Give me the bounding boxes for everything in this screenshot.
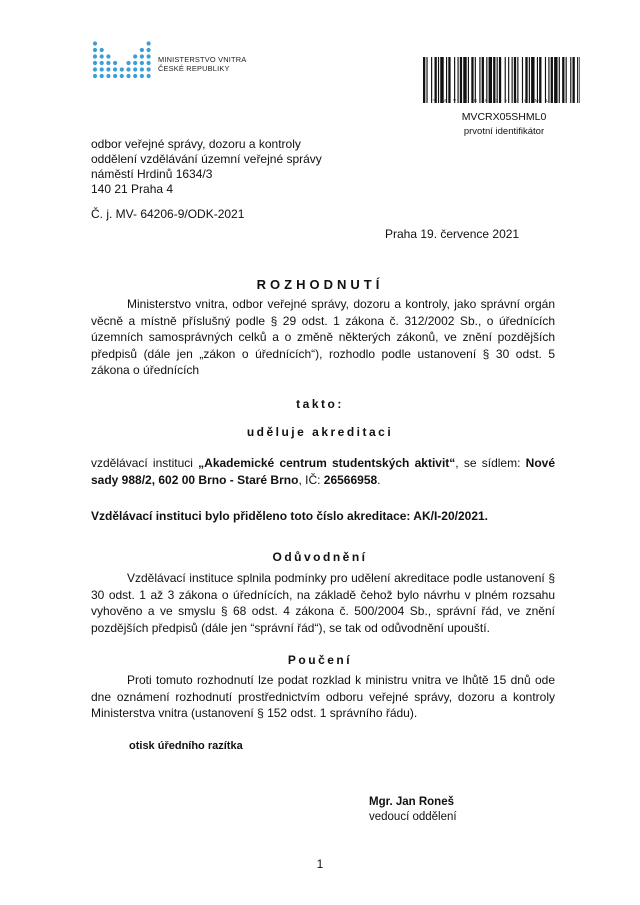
- barcode-bar: [579, 57, 580, 103]
- institution-prefix: vzdělávací instituci: [91, 456, 199, 470]
- barcode: [423, 57, 580, 103]
- logo-dot: [113, 67, 117, 71]
- accreditation-number: Vzdělávací instituci bylo přiděleno toto číslo akreditace: AK/I-20/2021.: [91, 509, 489, 523]
- barcode-bar: [493, 57, 495, 103]
- barcode-bar: [440, 57, 443, 103]
- instruction-heading: Poučení: [287, 653, 353, 667]
- barcode-bar: [551, 57, 553, 103]
- reasoning-paragraph: Vzdělávací instituce splnila podmínky pro udělení akreditace podle ustanovení § 30 odst. 1 až 3 zákona o úřednících, na základě čehož bylo návrhu v plném rozsahu vyhověno a ve smyslu § 68 odst. 4 zákona č. 500/2004 Sb., správní řád, ve znění pozdějších předpisů (dále jen “správní řád“), se tak od odůvodnění upouští.: [91, 571, 555, 635]
- logo-dot: [133, 74, 137, 78]
- page-number: 1: [316, 857, 324, 871]
- signer-role: vedoucí oddělení: [369, 811, 457, 823]
- ministry-name: [158, 55, 246, 73]
- logo-dot: [113, 61, 117, 65]
- barcode-bar: [499, 57, 501, 103]
- logo-dot: [106, 67, 110, 71]
- logo-dot: [147, 74, 151, 78]
- logo-dot: [147, 48, 151, 52]
- barcode-bar: [475, 57, 476, 103]
- logo-dot: [120, 67, 124, 71]
- barcode-bar: [426, 57, 427, 103]
- sender-address: [91, 137, 322, 197]
- barcode-bar: [486, 57, 487, 103]
- institution-end: .: [377, 472, 381, 487]
- barcode-bar: [512, 57, 513, 103]
- logo-dot: [93, 61, 97, 65]
- logo-dot: [93, 67, 97, 71]
- barcode-bar: [482, 57, 484, 103]
- barcode-bar: [562, 57, 564, 103]
- address-line: náměstí Hrdinů 1634/3: [91, 167, 213, 181]
- barcode-bar: [454, 57, 455, 103]
- barcode-bar: [446, 57, 447, 103]
- logo-dot: [140, 48, 144, 52]
- barcode-bar: [548, 57, 549, 103]
- barcode-bar: [463, 57, 466, 103]
- logo-dot: [93, 54, 97, 58]
- institution-paragraph: [91, 455, 555, 488]
- barcode-bar: [448, 57, 450, 103]
- logo-dot: [106, 61, 110, 65]
- logo-dot: [113, 74, 117, 78]
- logo-dot: [126, 61, 130, 65]
- barcode-bar: [517, 57, 518, 103]
- logo-dot: [93, 41, 97, 45]
- logo-dot: [126, 67, 130, 71]
- barcode-bar: [539, 57, 541, 103]
- logo-dot: [147, 41, 151, 45]
- logo-dot: [106, 74, 110, 78]
- logo-dot: [93, 74, 97, 78]
- barcode-bar: [554, 57, 557, 103]
- ministry-name-line1: MINISTERSTVO VNITRA: [158, 55, 247, 64]
- barcode-caption: * M V C R X 0 5 S H M L 0 *: [433, 98, 570, 103]
- barcode-bar: [458, 57, 459, 103]
- logo-dot: [126, 74, 130, 78]
- takto-label: takto:: [296, 397, 344, 411]
- barcode-bar: [423, 57, 425, 103]
- address-line: odbor veřejné správy, dozoru a kontroly: [91, 137, 301, 151]
- logo-dot: [100, 67, 104, 71]
- barcode-bar: [508, 57, 509, 103]
- document-identifier: MVCRX05SHML0: [461, 111, 547, 123]
- stamp-placeholder: otisk úředního razítka: [129, 740, 243, 752]
- barcode-bar: [537, 57, 538, 103]
- logo-dot: [147, 54, 151, 58]
- barcode-bar: [525, 57, 527, 103]
- logo-dot: [140, 74, 144, 78]
- institution-ico: 26566958: [323, 472, 378, 487]
- barcode-bar: [573, 57, 575, 103]
- barcode-bar: [531, 57, 534, 103]
- institution-address: Nové sady 988/2, 602 00 Brno - Staré Brno: [91, 456, 555, 487]
- logo-dot: [133, 54, 137, 58]
- barcode-bar: [545, 57, 546, 103]
- logo-dot: [100, 74, 104, 78]
- intro-paragraph: Ministerstvo vnitra, odbor veřejné správy, dozoru a kontroly, jako správní orgán věcně a místně příslušný podle § 29 odst. 1 zákona č. 312/2002 Sb., o úřednících územních samosprávných celků a o změně některých zákonů, ve znění pozdějších předpisů (dále jen „zákon o úřednících“), rozhodlo podle ustanovení § 30 odst. 5 zákona o úřednících: [91, 297, 555, 377]
- logo-dot: [93, 48, 97, 52]
- barcode-bar: [489, 57, 492, 103]
- logo-dot: [100, 48, 104, 52]
- logo-dot: [140, 61, 144, 65]
- signature-block: [369, 795, 457, 825]
- logo-dot: [100, 54, 104, 58]
- signer-name: Mgr. Jan Roneš: [369, 796, 454, 808]
- barcode-bar: [529, 57, 530, 103]
- barcode-bar: [431, 57, 432, 103]
- barcode-bar: [566, 57, 567, 103]
- logo-dot: [133, 61, 137, 65]
- institution-ico-prefix: , IČ:: [298, 472, 324, 487]
- logo-dot: [140, 54, 144, 58]
- address-line: oddělení vzdělávání územní veřejné správy: [91, 152, 322, 166]
- logo-dot: [106, 54, 110, 58]
- instruction-paragraph: Proti tomuto rozhodnutí lze podat rozklad k ministru vnitra ve lhůtě 15 dnů ode dne oznámení rozhodnutí prostřednictvím odboru veřejné správy, dozoru a kontroly Ministerstva vnitra (ustanovení § 152 odst. 1 správního řádu).: [91, 673, 555, 720]
- institution-mid: , se sídlem:: [455, 456, 526, 470]
- logo-dot: [100, 61, 104, 65]
- barcode-bar: [577, 57, 578, 103]
- barcode-bar: [460, 57, 462, 103]
- reasoning-heading: Odůvodnění: [272, 550, 368, 564]
- logo-dot: [140, 67, 144, 71]
- logo-dot: [120, 74, 124, 78]
- barcode-bar: [505, 57, 506, 103]
- barcode-bar: [435, 57, 437, 103]
- barcode-bar: [559, 57, 560, 103]
- logo-dot: [147, 61, 151, 65]
- institution-name: „Akademické centrum studentských aktivit“: [198, 456, 456, 470]
- barcode-bar: [522, 57, 523, 103]
- reference-number: Č. j. MV- 64206-9/ODK-2021: [91, 207, 245, 221]
- document-title: ROZHODNUTÍ: [256, 277, 384, 292]
- barcode-bar: [514, 57, 516, 103]
- barcode-bar: [438, 57, 439, 103]
- ministry-name-line2: ČESKÉ REPUBLIKY: [158, 64, 230, 73]
- ministry-logo: [91, 38, 153, 80]
- logo-dot: [133, 67, 137, 71]
- logo-dot: [147, 67, 151, 71]
- barcode-bar: [570, 57, 571, 103]
- grant-statement: uděluje akreditaci: [246, 425, 394, 439]
- barcode-bar: [471, 57, 473, 103]
- barcode-bar: [497, 57, 498, 103]
- identifier-label: prvotní identifikátor: [463, 126, 545, 137]
- barcode-bar: [468, 57, 469, 103]
- address-line: 140 21 Praha 4: [91, 182, 174, 196]
- barcode-bar: [479, 57, 480, 103]
- document-date: Praha 19. července 2021: [385, 227, 520, 241]
